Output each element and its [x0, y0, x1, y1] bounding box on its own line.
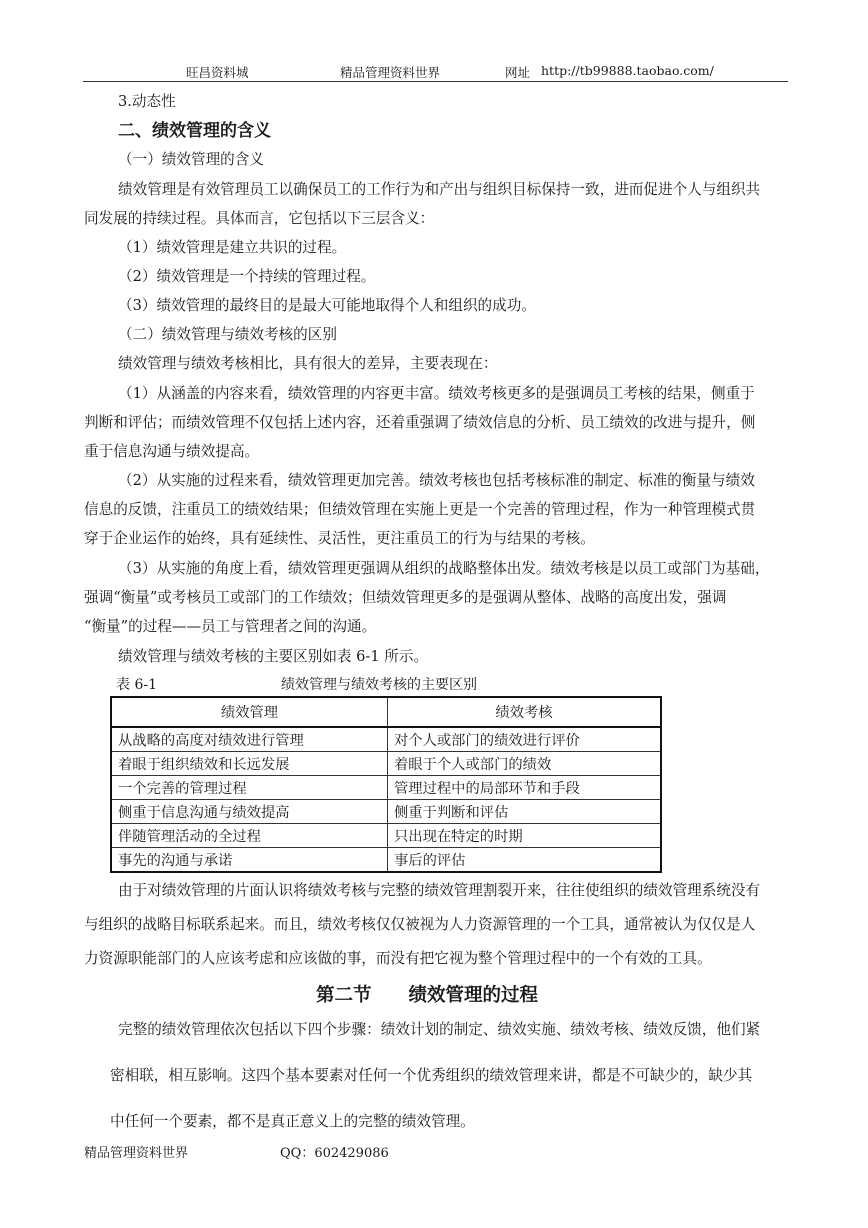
- table-row: [111, 848, 661, 873]
- subheading-meaning: （一）绩效管理的含义: [118, 151, 264, 168]
- table-cell-appraisal: 对个人或部门的绩效进行评价: [388, 727, 662, 752]
- difference-1-line3: 重于信息沟通与绩效提高。: [84, 443, 260, 460]
- table-cell-appraisal: 事后的评估: [388, 848, 662, 873]
- table-cell-appraisal: 只出现在特定的时期: [388, 824, 662, 848]
- table-row: [111, 824, 661, 848]
- difference-1-line1: （1）从涵盖的内容来看，绩效管理的内容更丰富。绩效考核更多的是强调员工考核的结果，侧重于: [118, 385, 755, 402]
- table-header-row: [111, 697, 661, 727]
- section-heading-process: 第二节 绩效管理的过程: [316, 985, 539, 1006]
- paragraph-process-line2: 密相联，相互影响。这四个基本要素对任何一个优秀组织的绩效管理来讲，都是不可缺少的，缺少其: [110, 1067, 753, 1084]
- header-site-name: 旺昌资料城: [186, 65, 249, 80]
- table-row: [111, 752, 661, 776]
- difference-2-line1: （2）从实施的过程来看，绩效管理更加完善。绩效考核也包括考核标准的制定、标准的衡量与绩效: [118, 472, 755, 489]
- paragraph-process-line1: 完整的绩效管理依次包括以下四个步骤：绩效计划的制定、绩效实施、绩效考核、绩效反馈，他们紧: [118, 1021, 761, 1038]
- table-caption: 绩效管理与绩效考核的主要区别: [281, 677, 477, 693]
- subheading-difference: （二）绩效管理与绩效考核的区别: [118, 326, 337, 343]
- table-cell-management: 一个完善的管理过程: [111, 776, 388, 800]
- difference-2-line3: 穿于企业运作的始终，具有延续性、灵活性，更注重员工的行为与结果的考核。: [84, 530, 595, 547]
- table-row: [111, 727, 661, 752]
- meaning-item-3: （3）绩效管理的最终目的是最大可能地取得个人和组织的成功。: [118, 297, 536, 314]
- column-header-appraisal: 绩效考核: [388, 697, 662, 727]
- table-cell-management: 伴随管理活动的全过程: [111, 824, 388, 848]
- section-two-heading: 二、绩效管理的含义: [118, 121, 271, 141]
- difference-2-line2: 信息的反馈，注重员工的绩效结果；但绩效管理在实施上更是一个完善的管理过程，作为一种管理模式贯: [84, 501, 756, 518]
- meaning-item-2: （2）绩效管理是一个持续的管理过程。: [118, 268, 376, 285]
- table-cell-appraisal: 着眼于个人或部门的绩效: [388, 752, 662, 776]
- paragraph-definition-line2: 同发展的持续过程。具体而言，它包括以下三层含义：: [84, 210, 435, 227]
- table-cell-management: 侧重于信息沟通与绩效提高: [111, 800, 388, 824]
- table-cell-appraisal: 侧重于判断和评估: [388, 800, 662, 824]
- header-url-link[interactable]: http://tb99888.taobao.com/: [541, 63, 714, 78]
- footer-qq: QQ：602429086: [280, 1146, 389, 1161]
- difference-3-line1: （3）从实施的角度上看，绩效管理更强调从组织的战略整体出发。绩效考核是以员工或部门为基础，: [118, 560, 770, 577]
- paragraph-table-reference: 绩效管理与绩效考核的主要区别如表 6-1 所示。: [118, 648, 429, 665]
- paragraph-difference-intro: 绩效管理与绩效考核相比，具有很大的差异，主要表现在：: [118, 355, 498, 372]
- table-cell-management: 事先的沟通与承诺: [111, 848, 388, 873]
- paragraph-misconception-line2: 与组织的战略目标联系起来。而且，绩效考核仅仅被视为人力资源管理的一个工具，通常被认为仅仅是人: [84, 916, 756, 933]
- difference-1-line2: 判断和评估；而绩效管理不仅包括上述内容，还着重强调了绩效信息的分析、员工绩效的改进与提升，侧: [84, 414, 756, 431]
- difference-3-line3: “衡量”的过程——员工与管理者之间的沟通。: [84, 618, 377, 635]
- header-url-label: 网址: [505, 65, 531, 80]
- table-cell-management: 着眼于组织绩效和长远发展: [111, 752, 388, 776]
- paragraph-definition-line1: 绩效管理是有效管理员工以确保员工的工作行为和产出与组织目标保持一致，进而促进个人与组织共: [118, 181, 761, 198]
- table-row: [111, 776, 661, 800]
- meaning-item-1: （1）绩效管理是建立共识的过程。: [118, 239, 347, 256]
- difference-3-line2: 强调“衡量”或考核员工或部门的工作绩效；但绩效管理更多的是强调从整体、战略的高度出发，强调: [84, 589, 727, 606]
- column-header-management: 绩效管理: [111, 697, 388, 727]
- comparison-table: [110, 696, 662, 873]
- footer-store-name: 精品管理资料世界: [84, 1146, 189, 1161]
- paragraph-misconception-line1: 由于对绩效管理的片面认识将绩效考核与完整的绩效管理割裂开来，往往使组织的绩效管理系统没有: [118, 882, 761, 899]
- paragraph-process-line3: 中任何一个要素，都不是真正意义上的完整的绩效管理。: [110, 1113, 475, 1130]
- table-row: [111, 800, 661, 824]
- table-label: 表 6-1: [116, 677, 157, 693]
- paragraph-misconception-line3: 力资源职能部门的人应该考虑和应该做的事，而没有把它视为整个管理过程中的一个有效的工具。: [84, 950, 712, 967]
- table-cell-management: 从战略的高度对绩效进行管理: [111, 727, 388, 752]
- item-dynamic: 3.动态性: [118, 93, 176, 110]
- header-divider: [83, 81, 788, 82]
- header-store-name: 精品管理资料世界: [340, 65, 441, 80]
- table-cell-appraisal: 管理过程中的局部环节和手段: [388, 776, 662, 800]
